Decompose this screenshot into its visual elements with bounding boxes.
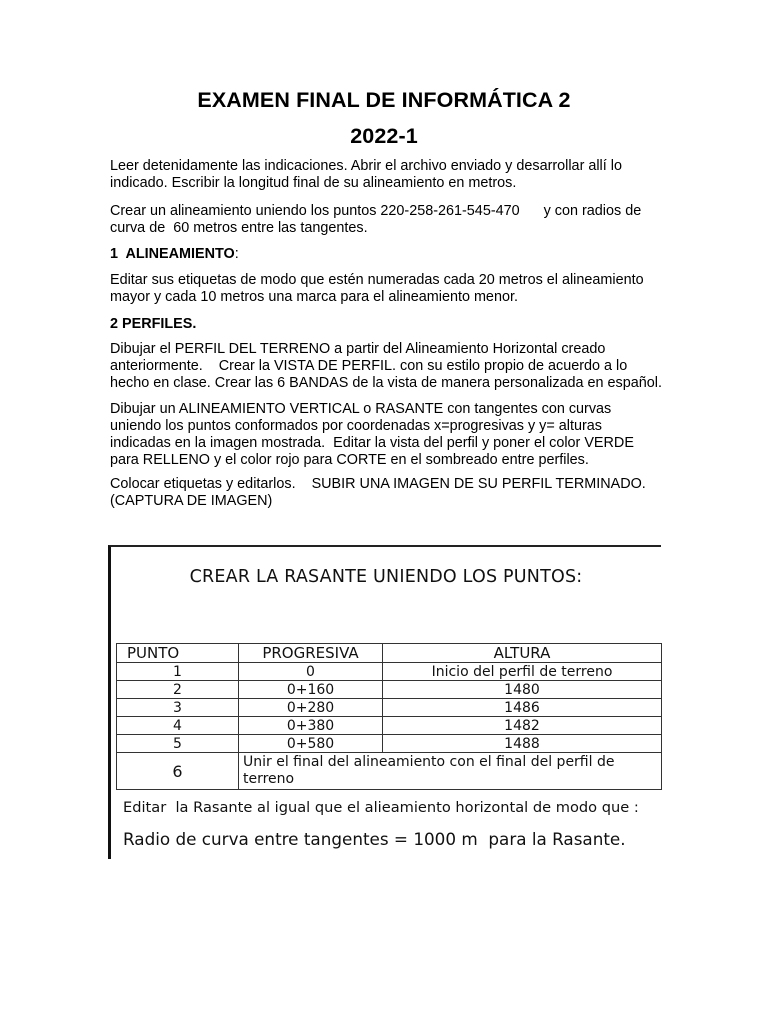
header-punto: PUNTO xyxy=(117,644,239,663)
intro-line: indicado. Escribir la longitud final de su alineamiento en metros. xyxy=(110,175,517,191)
cell-punto: 1 xyxy=(117,663,239,681)
section2-paragraph-1 xyxy=(110,341,670,392)
section2-paragraph-3 xyxy=(110,476,670,510)
section1-heading-colon: : xyxy=(234,246,239,262)
section1-line: mayor y cada 10 metros una marca para el alineamiento menor. xyxy=(110,289,518,305)
cell-progresiva: 0+380 xyxy=(239,717,383,735)
cell-progresiva: 0+160 xyxy=(239,681,383,699)
section1-paragraph xyxy=(110,272,670,306)
rasante-image-panel xyxy=(108,545,661,859)
intro-line: Leer detenidamente las indicaciones. Abrir el archivo enviado y desarrollar allí lo xyxy=(110,158,622,174)
table-header-row xyxy=(117,644,662,663)
table-row xyxy=(117,699,662,717)
section2-heading: 2 PERFILES. xyxy=(110,316,197,332)
section2-line: uniendo los puntos conformados por coordenadas x=progresivas y y= alturas xyxy=(110,418,602,434)
table-row xyxy=(117,717,662,735)
header-progresiva: PROGRESIVA xyxy=(239,644,383,663)
header-altura: ALTURA xyxy=(383,644,662,663)
cell-progresiva: 0+280 xyxy=(239,699,383,717)
table-row xyxy=(117,753,662,790)
cell-progresiva: 0+580 xyxy=(239,735,383,753)
section2-paragraph-2 xyxy=(110,401,670,469)
section2-line: indicadas en la imagen mostrada. Editar la vista del perfil y poner el color VERDE xyxy=(110,435,634,451)
section2-line: para RELLENO y el color rojo para CORTE en el sombreado entre perfiles. xyxy=(110,452,589,468)
section2-line: (CAPTURA DE IMAGEN) xyxy=(110,493,273,509)
cell-punto: 3 xyxy=(117,699,239,717)
instruction-paragraph xyxy=(110,203,670,237)
cell-altura: Inicio del perfil de terreno xyxy=(383,663,662,681)
rasante-table xyxy=(116,643,662,790)
cell-punto: 4 xyxy=(117,717,239,735)
panel-note-radius: Radio de curva entre tangentes = 1000 m para la Rasante. xyxy=(123,829,626,849)
table-row xyxy=(117,681,662,699)
exam-term: 2022-1 xyxy=(350,124,418,148)
cell-merged-note xyxy=(239,753,662,790)
cell-altura: 1482 xyxy=(383,717,662,735)
panel-title: CREAR LA RASANTE UNIENDO LOS PUNTOS: xyxy=(189,567,583,587)
section2-line: anteriormente. Crear la VISTA DE PERFIL. con su estilo propio de acuerdo a lo xyxy=(110,358,628,374)
intro-paragraph xyxy=(110,158,670,192)
section2-line: Dibujar el PERFIL DEL TERRENO a partir del Alineamiento Horizontal creado xyxy=(110,341,606,357)
instruction-line: Crear un alineamiento uniendo los puntos 220-258-261-545-470 y con radios de xyxy=(110,203,642,219)
cell-altura: 1486 xyxy=(383,699,662,717)
exam-title: EXAMEN FINAL DE INFORMÁTICA 2 xyxy=(197,88,571,112)
table-row xyxy=(117,663,662,681)
instruction-line: curva de 60 metros entre las tangentes. xyxy=(110,220,368,236)
merged-note-line: Unir el final del alineamiento con el final del perfil de xyxy=(243,754,615,770)
panel-note-edit: Editar la Rasante al igual que el alieamiento horizontal de modo que : xyxy=(123,799,639,816)
section2-line: Dibujar un ALINEAMIENTO VERTICAL o RASANTE con tangentes con curvas xyxy=(110,401,612,417)
section2-line: hecho en clase. Crear las 6 BANDAS de la vista de manera personalizada en español. xyxy=(110,375,662,391)
section1-heading xyxy=(110,246,670,263)
cell-altura: 1480 xyxy=(383,681,662,699)
cell-punto: 6 xyxy=(117,753,239,790)
table-row xyxy=(117,735,662,753)
section1-heading-text: 1 ALINEAMIENTO xyxy=(110,246,235,262)
merged-note-line: terreno xyxy=(243,771,295,787)
cell-progresiva: 0 xyxy=(239,663,383,681)
cell-punto: 5 xyxy=(117,735,239,753)
section1-line: Editar sus etiquetas de modo que estén numeradas cada 20 metros el alineamiento xyxy=(110,272,644,288)
cell-altura: 1488 xyxy=(383,735,662,753)
section2-line: Colocar etiquetas y editarlos. SUBIR UNA IMAGEN DE SU PERFIL TERMINADO. xyxy=(110,476,646,492)
cell-punto: 2 xyxy=(117,681,239,699)
